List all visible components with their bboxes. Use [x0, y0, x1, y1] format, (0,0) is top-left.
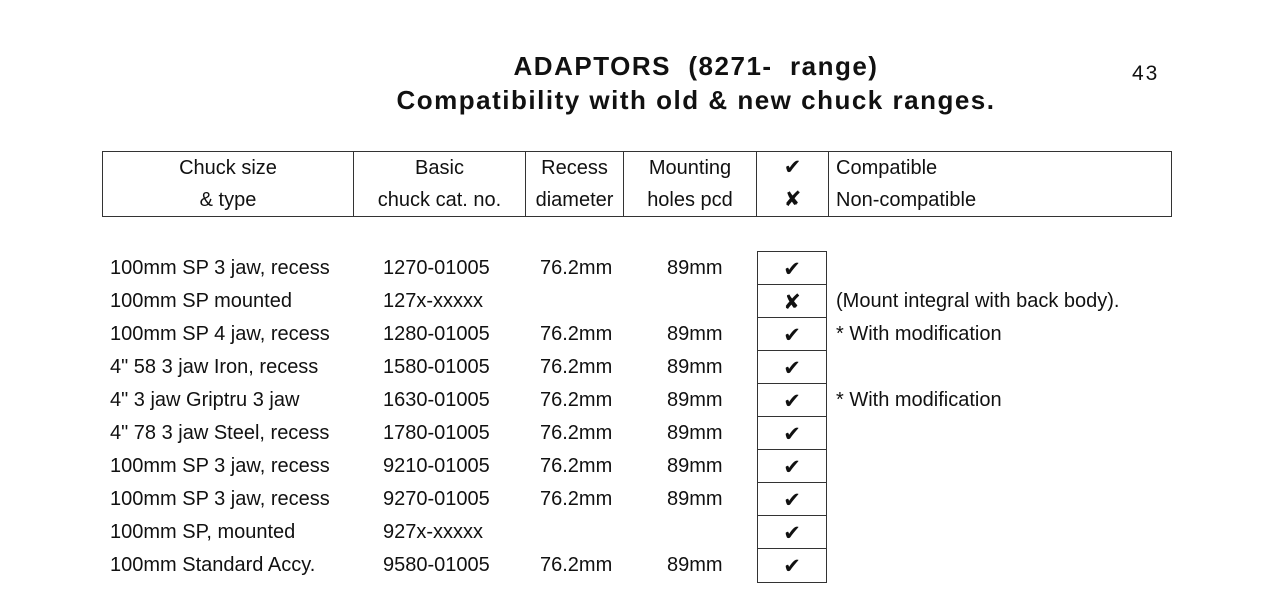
- table-row: [0, 285, 1280, 318]
- catalog-number: 1580-01005: [383, 356, 490, 378]
- header-chuck-type-line2: & type: [199, 189, 257, 211]
- check-icon: ✔: [758, 318, 826, 351]
- holes-pcd: 89mm: [667, 257, 723, 279]
- catalog-number: 1280-01005: [383, 323, 490, 345]
- chuck-type: 100mm SP 3 jaw, recess: [110, 488, 330, 510]
- page-number: 43: [1132, 62, 1160, 85]
- chuck-type: 100mm SP 3 jaw, recess: [110, 257, 330, 279]
- recess-diameter: 76.2mm: [540, 389, 613, 411]
- chuck-type: 100mm SP, mounted: [110, 521, 296, 543]
- page-subtitle: Compatibility with old & new chuck ranges.: [396, 85, 996, 115]
- holes-pcd: 89mm: [667, 455, 723, 477]
- catalog-number: 9210-01005: [383, 455, 490, 477]
- page-title: ADAPTORS (8271- range): [513, 51, 879, 81]
- recess-diameter: 76.2mm: [540, 455, 613, 477]
- recess-diameter: 76.2mm: [540, 323, 613, 345]
- table-row: [0, 450, 1280, 483]
- header-legend-labels: [829, 152, 1171, 216]
- chuck-type: 100mm SP 4 jaw, recess: [110, 323, 330, 345]
- row-note: (Mount integral with back body).: [836, 290, 1120, 312]
- holes-pcd: 89mm: [667, 488, 723, 510]
- header-catalog-number: [354, 152, 526, 216]
- table-row: [0, 318, 1280, 351]
- recess-diameter: 76.2mm: [540, 488, 613, 510]
- chuck-type: 100mm SP mounted: [110, 290, 292, 312]
- header-catalog-line1: Basic: [415, 157, 464, 179]
- check-icon: ✔: [758, 483, 826, 516]
- header-mounting-holes: [624, 152, 757, 216]
- recess-diameter: 76.2mm: [540, 356, 613, 378]
- table-row: [0, 549, 1280, 582]
- catalog-number: 1780-01005: [383, 422, 490, 444]
- header-mounting-line2: holes pcd: [647, 189, 733, 211]
- recess-diameter: 76.2mm: [540, 554, 613, 576]
- header-mounting-line1: Mounting: [648, 157, 732, 179]
- table-row: [0, 351, 1280, 384]
- table-row: [0, 252, 1280, 285]
- catalog-number: 9270-01005: [383, 488, 490, 510]
- header-legend-symbols: [757, 152, 829, 216]
- catalog-number: 9580-01005: [383, 554, 490, 576]
- holes-pcd: 89mm: [667, 422, 723, 444]
- holes-pcd: 89mm: [667, 554, 723, 576]
- recess-diameter: 76.2mm: [540, 257, 613, 279]
- legend-noncompatible-label: Non-compatible: [836, 189, 977, 211]
- chuck-type: 100mm SP 3 jaw, recess: [110, 455, 330, 477]
- header-recess-line1: Recess: [541, 157, 608, 179]
- header-chuck-type: [103, 152, 354, 216]
- table-row: [0, 483, 1280, 516]
- chuck-type: 4" 78 3 jaw Steel, recess: [110, 422, 330, 444]
- row-note: * With modification: [836, 323, 1002, 345]
- holes-pcd: 89mm: [667, 389, 723, 411]
- row-note: * With modification: [836, 389, 1002, 411]
- check-icon: ✔: [758, 252, 826, 285]
- table-row: [0, 516, 1280, 549]
- check-icon: ✔: [758, 417, 826, 450]
- header-recess-line2: diameter: [535, 189, 614, 211]
- catalog-number: 927x-xxxxx: [383, 521, 484, 543]
- table-row: [0, 417, 1280, 450]
- cross-icon: ✘: [783, 188, 802, 211]
- header-recess-diameter: [526, 152, 624, 216]
- check-icon: ✔: [758, 351, 826, 384]
- cross-icon: ✘: [758, 285, 826, 318]
- check-icon: ✔: [758, 516, 826, 549]
- chuck-type: 4" 3 jaw Griptru 3 jaw: [110, 389, 300, 411]
- holes-pcd: 89mm: [667, 356, 723, 378]
- header-catalog-line2: chuck cat. no.: [377, 189, 502, 211]
- header-chuck-type-line1: Chuck size: [179, 157, 277, 179]
- check-icon: ✔: [758, 384, 826, 417]
- table-row: [0, 384, 1280, 417]
- check-icon: ✔: [758, 450, 826, 483]
- chuck-type: 100mm Standard Accy.: [110, 554, 316, 576]
- table-header: [102, 151, 1172, 217]
- catalog-number: 1270-01005: [383, 257, 490, 279]
- recess-diameter: 76.2mm: [540, 422, 613, 444]
- check-icon: ✔: [783, 156, 802, 179]
- chuck-type: 4" 58 3 jaw Iron, recess: [110, 356, 319, 378]
- holes-pcd: 89mm: [667, 323, 723, 345]
- check-icon: ✔: [783, 555, 801, 578]
- legend-compatible-label: Compatible: [836, 157, 938, 179]
- catalog-number: 1630-01005: [383, 389, 490, 411]
- catalog-number: 127x-xxxxx: [383, 290, 484, 312]
